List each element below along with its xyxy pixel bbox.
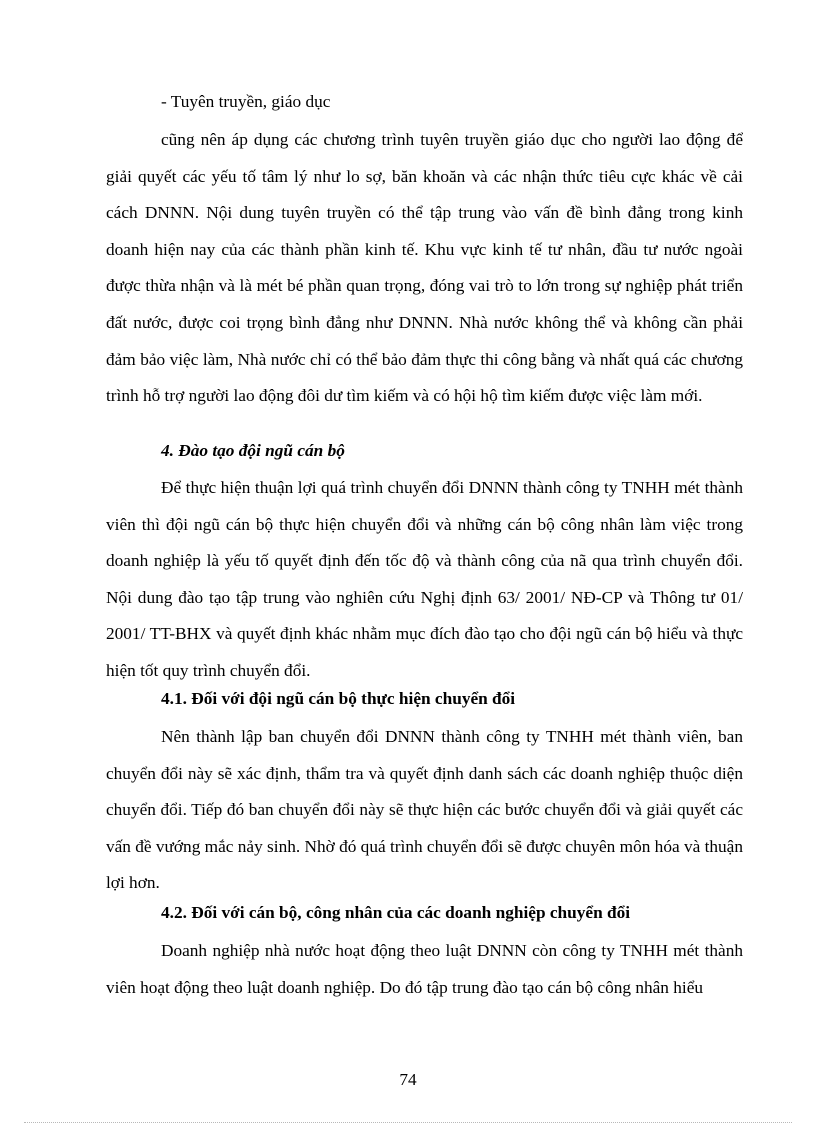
paragraph-4: Doanh nghiệp nhà nước hoạt động theo luật DNNN còn công ty TNHH mét thành viên hoạt động theo luật doanh nghiệp. Do đó tập trung đào tạo cán bộ công nhân hiểu (106, 941, 743, 997)
heading-4: 4. Đào tạo đội ngũ cán bộ (161, 441, 345, 460)
paragraph-2: Để thực hiện thuận lợi quá trình chuyển đổi DNNN thành công ty TNHH mét thành viên thì đội ngũ cán bộ thực hiện chuyển đổi và những cán bộ công nhân làm việc trong doanh nghiệp là yếu tố quyết định đến tốc độ và thành công của nã qua trình chuyển đổi. Nội dung đào tạo tập trung vào nghiên cứu Nghị định 63/ 2001/ NĐ-CP và Thông tư 01/ 2001/ TT-BHX và quyết định khác nhằm mục đích đào tạo cho đội ngũ cán bộ hiểu và thực hiện tốt quy trình chuyển đổi. (106, 478, 743, 680)
paragraph-3: Nên thành lập ban chuyển đổi DNNN thành công ty TNHH mét thành viên, ban chuyển đổi này sẽ xác định, thẩm tra và quyết định danh sách các doanh nghiệp thuộc diện chuyển đổi. Tiếp đó ban chuyển đổi này sẽ thực hiện các bước chuyển đổi và giải quyết các vấn đề vướng mắc nảy sinh. Nhờ đó quá trình chuyển đổi sẽ được chuyên môn hóa và thuận lợi hơn. (106, 727, 743, 893)
paragraph-1: cũng nên áp dụng các chương trình tuyên truyền giáo dục cho người lao động để giải quyết các yếu tố tâm lý như lo sợ, băn khoăn và các nhận thức tiêu cực khác về cải cách DNNN. Nội dung tuyên truyền có thể tập trung vào vấn đề bình đẳng trong kinh doanh hiện nay của các thành phần kinh tế. Khu vực kinh tế tư nhân, đầu tư nước ngoài được thừa nhận và là mét bé phần quan trọng, đóng vai trò to lớn trong sự nghiệp phát triển đất nước, được coi trọng bình đẳng như DNNN. Nhà nước không thể và không cần phải đảm bảo việc làm, Nhà nước chỉ có thể bảo đảm thực thi công bằng và nhất quá các chương trình hỗ trợ người lao động đôi dư tìm kiếm và có hội hộ tìm kiếm được việc làm mới. (106, 130, 743, 406)
page-body (161, 84, 743, 121)
page-number: 74 (399, 1070, 417, 1089)
heading-4-2: 4.2. Đối với cán bộ, công nhân của các doanh nghiệp chuyển đổi (161, 903, 631, 922)
heading-4-1: 4.1. Đối với đội ngũ cán bộ thực hiện chuyển đổi (161, 689, 516, 708)
bullet-heading: - Tuyên truyền, giáo dục (161, 92, 331, 111)
